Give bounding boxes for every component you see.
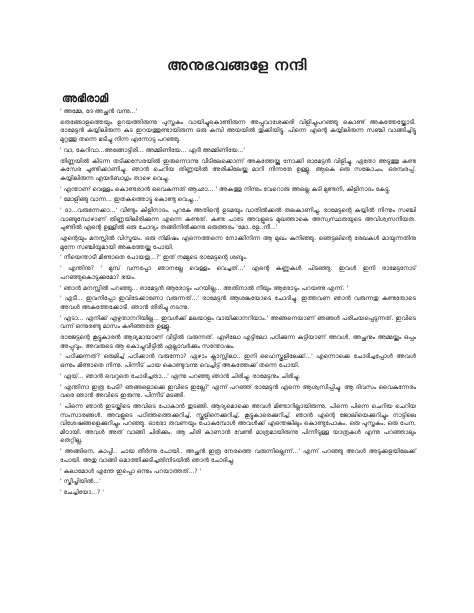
paragraph: ' ഏയ്... ഞാൻ വെറുതെ ചോദിച്ചതാ...' എന്നു പറഞ്ഞു ഞാൻ ചിരിച്ചു. രാമേട്ടനും ചിരിച്ചു. [60, 372, 301, 380]
author-name: അഭിരാമി [62, 92, 109, 105]
paragraph: ' എന്തിനാ ഇത്ര പേടി? ഞങ്ങളൊക്കെ ഇവിടെ ഇല്ലേ?' എന്ന് പറഞ്ഞ് രാമേട്ടൻ എന്നെ ആശ്വസിപ്പിച്ചു. ആ ദിവസം വൈകുന്നേരം വരെ ഞാൻ അവിടെ ഇരുന്നു. പിന്നീട് മടങ്ങി. [60, 383, 416, 400]
paragraph: ' എന്താണ് വെള്ളം കൊണ്ടരാൻ വൈകുന്നത് ആഛാ... ' അകത്തു നിന്നും വേറൊരു അല്ലെ കുടി മുണ്ടനി, കിളിനാദം കേട്ടു. [60, 185, 391, 193]
paragraph: ' നീയെന്താടീ മിണ്ടാതെ പോയതു...?' ഇത് നമ്മുടെ രാമേട്ടന്റെ ശബ്ദം. [60, 254, 248, 262]
paragraph: ' എടാ... എനിക്ക് എഴുതാനറിയില്ല... ഇവൾക്ക് മലയാളം വായിക്കാനറിയാം.' അങ്ങനെയാണ് ഞങ്ങൾ പരിചയപ്പെടുന്നത്. ഇവിടെ വന്ന് ഒന്നുരണ്ടു മാസം കഴിഞ്ഞതേ ഉള്ളൂ. [60, 314, 416, 331]
paragraph: എന്റെയും മനസ്സിൽ വിസ്മയം. ഒരു നിമിഷം എന്നെത്തന്നെ നോക്കിനിന്ന ആ മുഖം കുനിഞ്ഞു. ഞെട്ടലിന്റെ രേഖകൾ മായുന്നതിനു മുന്നേ സഞ്ചിയുമായി അകത്തേയ്ക്കു പോയി. [60, 235, 416, 251]
paragraph: ' വാ, കേറിവാ...അങ്ങോട്ടിരി... അമ്മിണിയേ... ഏദീ അമ്മിണിയേ...' [60, 146, 245, 154]
paragraph: തിണ്ണയിൽ കിടന്ന തടിക്കസേരയിൽ ഇരുന്നൊന്നു വീടിലേക്കൊന്ന് അകത്തേയ്ക്കു നോക്കി രാമേട്ടൻ വിളിച്ചു. ഏതോ അടുത്തു കണ്ട കസേര ചൂണ്ടിക്കാണിച്ചു. ഞാൻ ചെറിയ തിണ്ണയിൽ അരികിലേയ്ക്കു മാറി നിന്നതേ ഉള്ളൂ. ആകെ ഒരു സങ്കോചം, ഒരമ്പരപ്പ്. കയ്യിലിരുന്ന എയർബാഗും താഴെ വെച്ചു. [60, 157, 416, 182]
paragraph: ' പിന്നെ ഞാൻ ഇടയ്ക്കിടെ അവിടെ പോകാൻ തുടങ്ങി. ആദ്യമൊക്കെ അവൾ മിണ്ടാറില്ലായിരുന്നു. പിന്നെ പിന്നെ ചെറിയ ചെറിയ സംസാരങ്ങൾ. അവളുടെ പഠിത്തത്തെക്കുറിച്ച്, സ്കൂളിനെക്കുറിച്ച്, കൂട്ടുകാരെക്കുറിച്ച്. ഞാൻ എന്റെ ജോലിയെക്കുറിച്ചും നാട്ടിലെ വിശേഷങ്ങളെക്കുറിച്ചും പറഞ്ഞു. ഓരോ തവണയും പോകുമ്പോൾ അവൾക്ക് എന്തെങ്കിലും കൊണ്ടുപോകും. ഒരു പുസ്തകം, ഒരു പേന, മിഠായി. അവൾ അത് വാങ്ങി ചിരിക്കും. ആ ചിരി കാണാൻ വേണ്ടി മാത്രമായിരുന്നു പിന്നീടുള്ള യാത്രകൾ എന്നു പറഞ്ഞാലും തെറ്റില്ല. [60, 403, 416, 445]
story-title: അനുഭവങ്ങളേ നന്ദി [167, 56, 307, 74]
paragraph: ' കലാമോൾ എന്തേ ഇപ്പൊ ഒന്നും പറയാത്തത്...? ' [60, 467, 202, 475]
paragraph: ' എടീ... ഇവനിപ്പോ ഇവിടേക്കാണോ വരുന്നത്...' രാമേട്ടൻ ആശങ്കയോടെ ചോദിച്ചു. ഇത്തവണ ഞാൻ വരുന്നതു കണ്ടതോടെ അവൾ അകത്തേക്കോടി. ഞാൻ തിരിച്ചു നടന്നു. [60, 295, 416, 311]
paragraph: ' പഠിക്കുന്നത്? ഒരുമിച്ച് പഠിക്കാൻ വരുന്നോ? ഏഴാം ക്ലാസ്സിലാ.. ഇനി ഹൈസ്കൂളിലേക്ക്...' എന്നൊക്കെ ചോദിച്ചപ്പോൾ അവൾ ഒന്നും മിണ്ടാതെ നിന്നു. പിന്നീട് ചായ കൊണ്ടുവന്നു വെച്ചിട്ട് അകത്തേക്ക് തന്നെ പോയി. [60, 353, 416, 370]
paragraph: രാജേട്ടന്റെ കൂട്ടുകാരൻ ആദ്യമായാണ് വീട്ടിൽ വരുന്നത്. ഏഴിലോ എട്ടിലോ പഠിക്കുന്ന കുട്ടിയാണ് അവൾ. അച്ഛനും അമ്മയ്ക്കും ഒപ്പം അപ്പുവും. അവരുടെ ആ കൊച്ചുവീട്ടിൽ എല്ലാവർക്കും സന്തോഷം. [60, 334, 416, 350]
paragraph: ' ഞാൻ മനസ്സിൽ പറഞ്ഞു... രാമേട്ടൻ ആരോടും പറയില്ല... അതിനാൽ നീയും ആരോടും പറയണ്ട എന്ന്. ' [60, 284, 349, 292]
paragraph: ' ചേച്ചിയോ...? ' [60, 489, 104, 497]
paragraph: ' സ്കീപ്തിയിൽ...' [60, 478, 101, 486]
story-body [60, 108, 416, 500]
paragraph: ' മോളിങ്ങു വാന്ന... ഇതകത്തൊട്ടു കൊണ്ടു വെച്ചു...' [60, 196, 200, 204]
paragraph: ' അമ്മേ, ദേ അച്ഛൻ വന്നു...' [60, 108, 138, 115]
paragraph: ' അങ്ങിനെ, കാപ്പി.. ചായ തീർന്നു പോയി.. അച്ഛൻ ഇത്ര നേരത്തെ വരുന്നില്ലെന്ന്...' എന്ന് പറഞ്ഞു അവൾ അടുക്കളയിലേക്ക് പോയി. അതു വാങ്ങി മൊത്തിക്കുടിച്ചതിനിടയിൽ ഞാൻ ചോദിച്ചു. [60, 448, 416, 464]
paragraph: ' എന്തിനു? ' മുമ്പ് വന്നപ്പോ ഞാനല്ലേ വെള്ളം വെച്ചത്...' എന്റെ കണ്ണുകൾ പിടഞ്ഞു. ഇവൾ ഇനി രാമേട്ടനോട് പറഞ്ഞുകൊടുക്കുമോ? ഭയം. [60, 265, 416, 281]
paragraph: ' ദാ...വരുന്നേക്കാ...' വീണ്ടും കിളിനാദം. പുറകേ അതിന്റെ ഉടമയും വാതിൽക്കൽ തലകാണിച്ചു. രാമേട്ടന്റെ കയ്യിൽ നിന്നും സഞ്ചി വാങ്ങുമ്പോഴാണ് തിണ്ണയിലിരിക്കുന്ന എന്നെ കണ്ടത്. കണ്ട പാടേ അവളുടെ മുഖത്താകെ അസ്വസ്ഥതയുടെ അവിശ്വസനീയത. ചുണ്ടിൽ എന്റെ ഉള്ളിൽ ഒരു ചോദ്യം തങ്ങിനിൽക്കുന്നു ഒരുത്തരം 'മോ..ളേ..നീ...' [60, 207, 416, 232]
paragraph: തെങ്ങോളത്തെയും ഉറയത്തിരുന്നു പുസ്തകം വായിച്ചുകൊണ്ടിരുന്ന അപ്പുവാശേക്കരി വിളിച്ചുപറഞ്ഞു കൊണ്ട് അകത്തേയ്ക്കോടി. രാമേട്ടൻ കയ്യിലിരുന്ന കുട ഇറയത്തുണ്ടായിരുന്ന ഒരു കമ്പി അയയിൽ തൂക്കിയിട്ടു. പിന്നെ എന്റെ കയ്യിലിരുന്ന സഞ്ചി വാങ്ങിച്ചിട്ടു മുറ്റത്തു തന്നെ മടിച്ചു നിന്ന എന്നോടു പറഞ്ഞു. [60, 118, 416, 143]
